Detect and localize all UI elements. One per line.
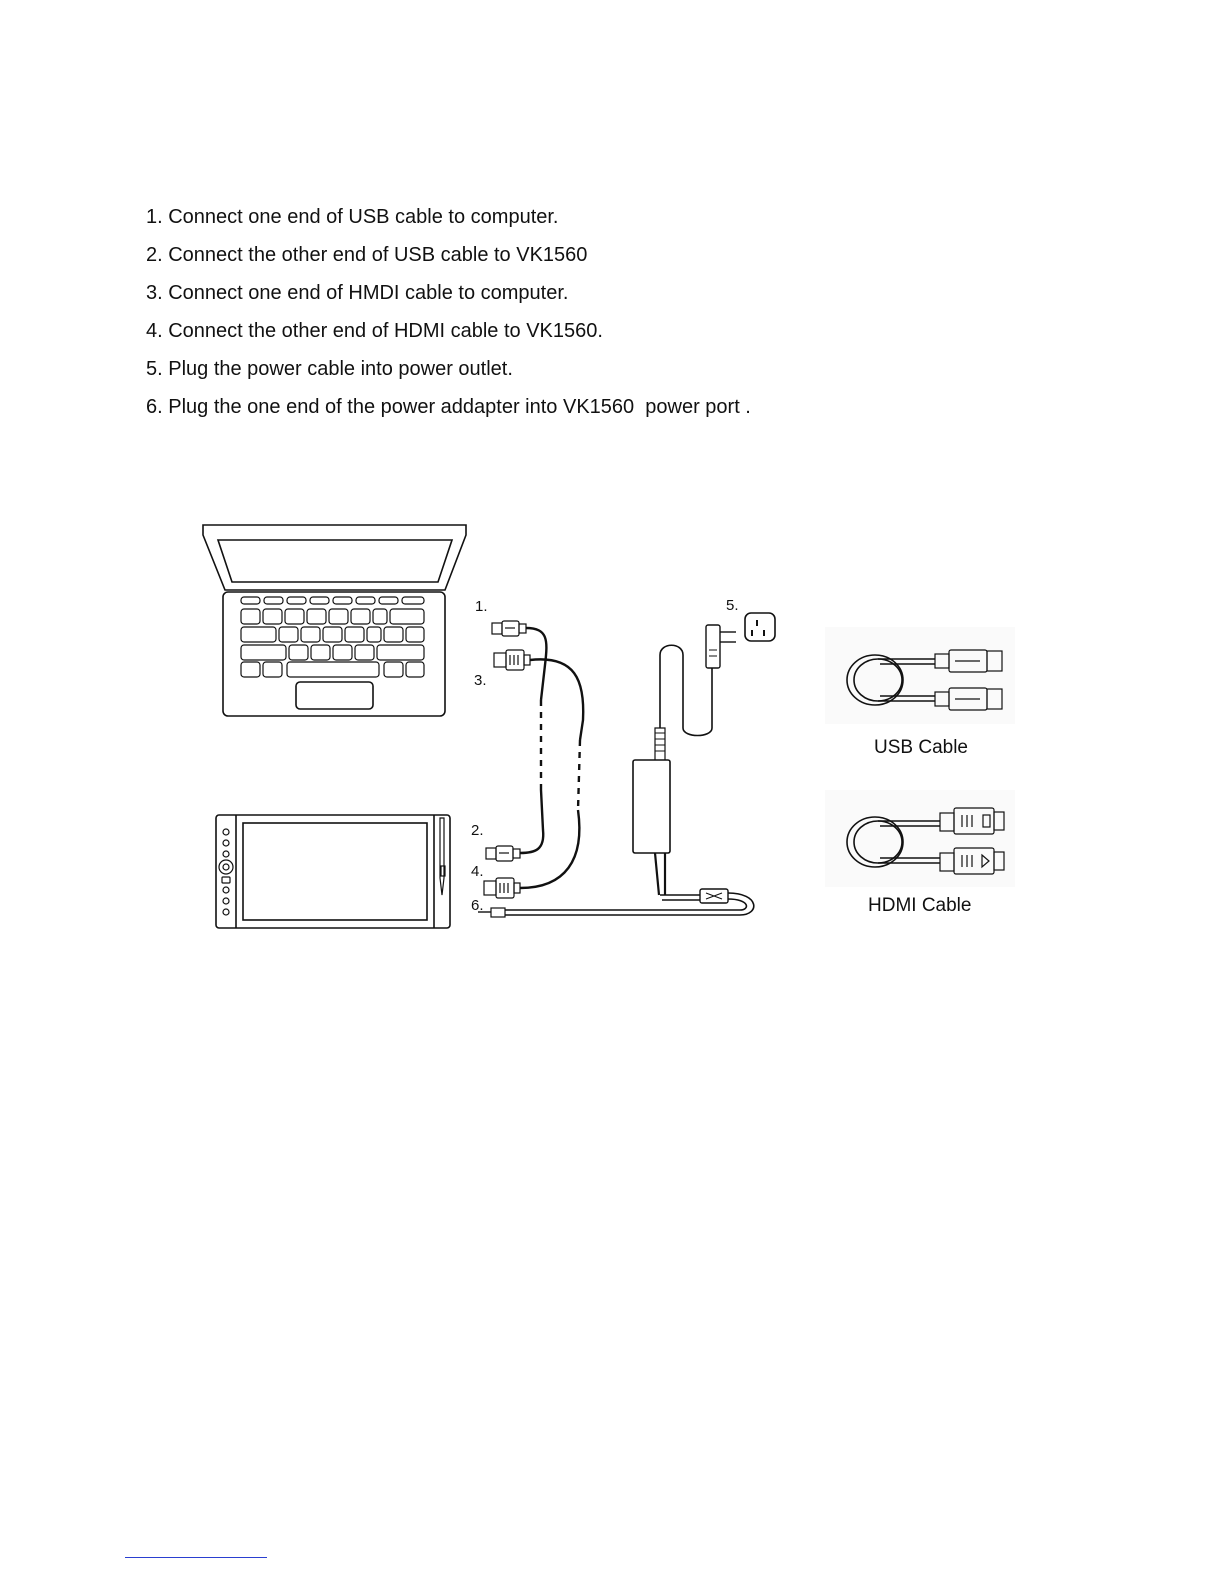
footer-rule — [125, 1557, 267, 1558]
usb-cable-label: USB Cable — [874, 737, 968, 758]
pen-display-icon — [216, 815, 450, 928]
instruction-step-4: 4. Connect the other end of HDMI cable to VK1560. — [146, 320, 603, 342]
usb-cable-illustration — [825, 627, 1015, 724]
instruction-step-3: 3. Connect one end of HMDI cable to computer. — [146, 282, 569, 304]
wall-outlet-icon — [745, 613, 775, 641]
laptop-icon — [203, 525, 466, 716]
instruction-step-6: 6. Plug the one end of the power addapter into VK1560 power port . — [146, 396, 751, 418]
instruction-step-1: 1. Connect one end of USB cable to computer. — [146, 206, 559, 228]
callout-1: 1. — [475, 598, 488, 615]
callout-3: 3. — [474, 672, 487, 689]
instruction-step-5: 5. Plug the power cable into power outlet. — [146, 358, 513, 380]
callout-4: 4. — [471, 863, 484, 880]
hdmi-cable-label: HDMI Cable — [868, 895, 972, 916]
hdmi-cable-illustration — [825, 790, 1015, 887]
callout-6: 6. — [471, 897, 484, 914]
callout-5: 5. — [726, 597, 739, 614]
power-adapter-icon — [478, 625, 754, 917]
callout-2: 2. — [471, 822, 484, 839]
hdmi-cable-line — [520, 659, 583, 888]
instruction-step-2: 2. Connect the other end of USB cable to VK1560 — [146, 244, 588, 266]
